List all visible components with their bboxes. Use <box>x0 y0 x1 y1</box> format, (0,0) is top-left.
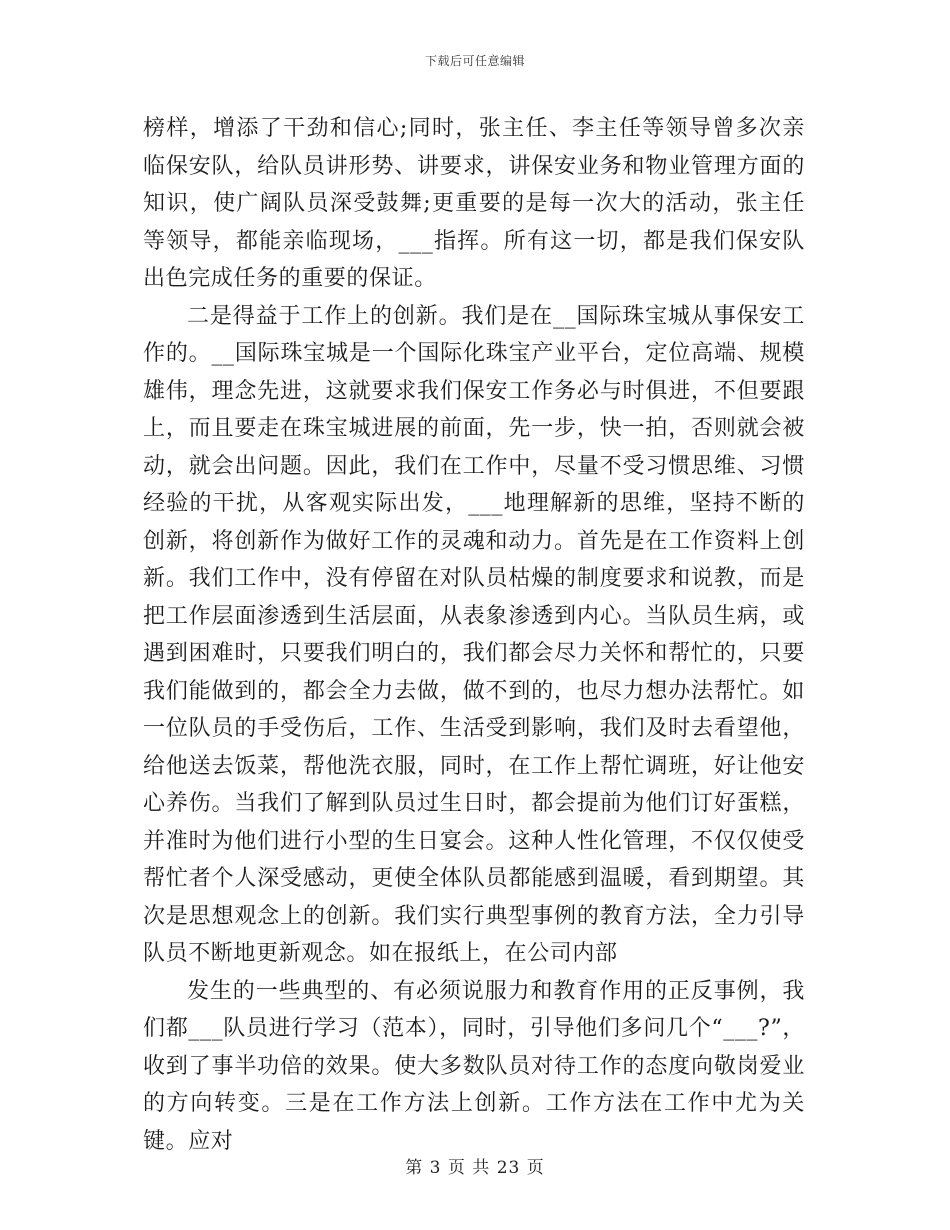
document-body <box>143 110 805 1160</box>
page-footer: 第 3 页 共 23 页 <box>405 1158 545 1178</box>
page-header: 下载后可任意编辑 <box>424 54 525 68</box>
paragraph-1: 榜样，增添了干劲和信心;同时，张主任、李主任等领导曾多次亲临保安队，给队员讲形势、讲要求，讲保安业务和物业管理方面的知识，使广阔队员深受鼓舞;更重要的是每一次大的活动，张主任等领导，都能亲临现场，___指挥。所有这一切，都是我们保安队出色完成任务的重要的保证。 <box>143 116 805 291</box>
paragraph-2: 二是得益于工作上的创新。我们是在__国际珠宝城从事保安工作的。__国际珠宝城是一个国际化珠宝产业平台，定位高端、规模雄伟，理念先进，这就要求我们保安工作务必与时俱进，不但要跟上，而且要走在珠宝城进展的前面，先一步，快一拍，否则就会被动，就会出问题。因此，我们在工作中，尽量不受习惯思维、习惯经验的干扰，从客观实际出发，___地理解新的思维，坚持不断的创新，将创新作为做好工作的灵魂和动力。首先是在工作资料上创新。我们工作中，没有停留在对队员枯燥的制度要求和说教，而是把工作层面渗透到生活层面，从表象渗透到内心。当队员生病，或遇到困难时，只要我们明白的，我们都会尽力关怀和帮忙的，只要我们能做到的，都会全力去做，做不到的，也尽力想办法帮忙。如一位队员的手受伤后，工作、生活受到影响，我们及时去看望他，给他送去饭菜，帮他洗衣服，同时，在工作上帮忙调班，好让他安心养伤。当我们了解到队员过生日时，都会提前为他们订好蛋糕，并准时为他们进行小型的生日宴会。这种人性化管理，不仅仅使受帮忙者个人深受感动，更使全体队员都能感到温暖，看到期望。其次是思想观念上的创新。我们实行典型事例的教育方法，全力引导队员不断地更新观念。如在报纸上，在公司内部 <box>143 303 805 966</box>
paragraph-3: 发生的一些典型的、有必须说服力和教育作用的正反事例，我们都___队员进行学习（范本），同时，引导他们多问几个“___?”，收到了事半功倍的效果。使大多数队员对待工作的态度向敬岗爱业的方向转变。三是在工作方法上创新。工作方法在工作中尤为关键。应对 <box>143 978 805 1154</box>
